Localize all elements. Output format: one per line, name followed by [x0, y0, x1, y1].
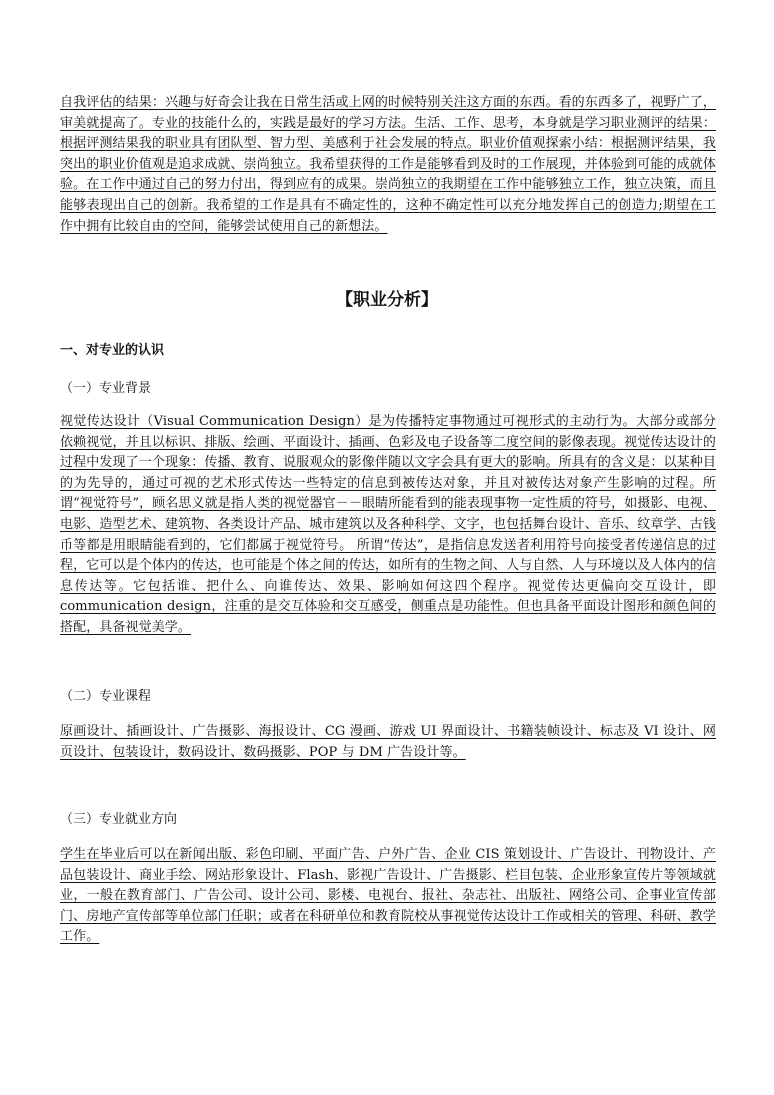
subheading-background: （一）专业背景: [60, 381, 152, 396]
intro-paragraph: 自我评估的结果：兴趣与好奇会让我在日常生活或上网的时候特别关注这方面的东西。看的东西多了，视野广了，审美就提高了。专业的技能什么的，实践是最好的学习方法。生活、工作、思考，本身就是学习职业测评的结果：根据评测结果我的职业具有团队型、智力型、美感利于社会发展的特点。职业价值观探索小结：根据测评结果，我突出的职业价值观是追求成就、崇尚独立。我希望获得的工作是能够看到及时的工作展现，并体验到可能的成就体验。在工作中通过自己的努力付出，得到应有的成果。崇尚独立的我期望在工作中能够独立工作，独立决策，而且能够表现出自己的创新。我希望的工作是具有不确定性的，这种不确定性可以充分地发挥自己的创造力;期望在工作中拥有比较自由的空间，能够尝试使用自己的新想法。: [60, 95, 716, 234]
subheading-employment: （三）专业就业方向: [60, 812, 178, 827]
heading-major-understanding: 一、对专业的认识: [60, 343, 165, 358]
employment-paragraph: 学生在毕业后可以在新闻出版、彩色印刷、平面广告、户外广告、企业 CIS 策划设计、广告设计、刊物设计、产品包装设计、商业手绘、网站形象设计、Flash、影视广告设计、广告摄影、栏目包装、企业形象宣传片等领域就业，一般在教育部门、广告公司、设计公司、影楼、电视台、报社、杂志社、出版社、网络公司、企事业宣传部门、房地产宣传部等单位部门任职；或者在科研单位和教育院校从事视觉传达设计工作或相关的管理、科研、教学工作。: [60, 847, 716, 945]
subheading-courses: （二）专业课程: [60, 689, 152, 704]
courses-paragraph: 原画设计、插画设计、广告摄影、海报设计、CG 漫画、游戏 UI 界面设计、书籍装帧设计、标志及 VI 设计、网页设计、包装设计，数码设计、数码摄影、POP 与 DM 广告设计等。: [60, 724, 716, 760]
section-title: 【职业分析】: [336, 290, 438, 310]
background-paragraph: 视觉传达设计（Visual Communication Design）是为传播特定事物通过可视形式的主动行为。大部分或部分依赖视觉，并且以标识、排版、绘画、平面设计、插画、色彩及电子设备等二度空间的影像表现。视觉传达设计的过程中发现了一个现象：传播、教育、说服观众的影像伴随以文字会具有更大的影响。所具有的含义是：以某种目的为先导的，通过可视的艺术形式传达一些特定的信息到被传达对象，并且对被传达对象产生影响的过程。所谓“视觉符号”，顾名思义就是指人类的视觉器官－－眼睛所能看到的能表现事物一定性质的符号，如摄影、电视、电影、造型艺术、建筑物、各类设计产品、城市建筑以及各种科学、文字，也包括舞台设计、音乐、纹章学、古钱币等都是用眼睛能看到的，它们都属于视觉符号。 所谓“传达”，是指信息发送者利用符号向接受者传递信息的过程，它可以是个体内的传达，也可能是个体之间的传达，如所有的生物之间、人与自然、人与环境以及人体内的信息传达等。它包括谁、把什么、向谁传达、效果、影响如何这四个程序。视觉传达更偏向交互设计，即 communication design，注重的是交互体验和交互感受，侧重点是功能性。但也具备平面设计图形和颜色间的搭配，具备视觉美学。: [60, 414, 716, 635]
